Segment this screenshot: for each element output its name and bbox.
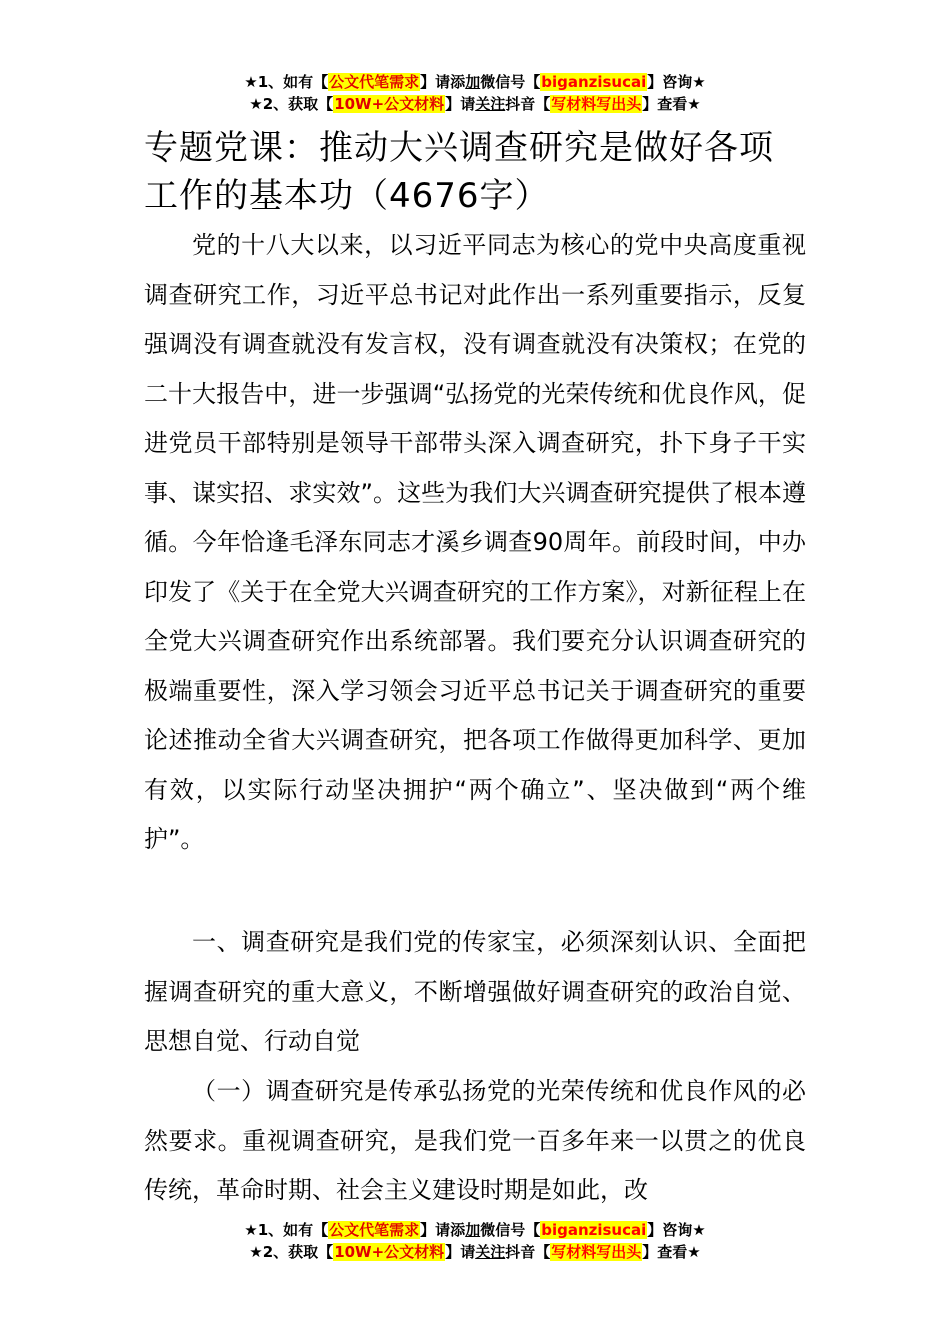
- section-heading-paragraph: 一、调查研究是我们党的传家宝，必须深刻认识、全面把握调查研究的重大意义，不断增强做好调查研究的政治自觉、思想自觉、行动自觉: [144, 928, 806, 1055]
- promo-text: 】请添: [420, 1221, 466, 1239]
- promo-line-2: [0, 93, 950, 115]
- promo-underline: 加: [465, 73, 481, 91]
- promo-text: 微信号【: [480, 73, 541, 91]
- promo-underline: 关注: [475, 95, 506, 113]
- promo-text: ★2、获取【: [249, 95, 334, 113]
- body-paragraph: 党的十八大以来，以习近平同志为核心的党中央高度重视调查研究工作，习近平总书记对此作出一系列重要指示，反复强调没有调查就没有发言权，没有调查就没有决策权；在党的二十大报告中，进一步强调“弘扬党的光荣传统和优良作风，促进党员干部特别是领导干部带头深入调查研究，扑下身子干实事、谋实招、求实效”。这些为我们大兴调查研究提供了根本遵循。今年恰逢毛泽东同志才溪乡调查90周年。前段时间，中办印发了《关于在全党大兴调查研究的工作方案》，对新征程上在全党大兴调查研究作出系统部署。我们要充分认识调查研究的极端重要性，深入学习领会习近平总书记关于调查研究的重要论述推动全省大兴调查研究，把各项工作做得更加科学、更加有效，以实际行动坚决拥护“两个确立”、坚决做到“两个维护”。: [144, 231, 806, 853]
- promo-highlight: 公文代笔需求: [329, 1221, 420, 1239]
- promo-text: 】请: [445, 1243, 476, 1261]
- promo-line-1: [0, 71, 950, 93]
- wechat-id-highlight: biganzisucai: [541, 1221, 647, 1239]
- douyin-id-highlight: 写材料写出头: [551, 1243, 642, 1261]
- promo-text: 】请添: [420, 73, 466, 91]
- document-title: 专题党课：推动大兴调查研究是做好各项工作的基本功（4676字）: [144, 128, 774, 216]
- top-promo-banner: [0, 71, 950, 115]
- promo-underline: 关注: [475, 1243, 506, 1261]
- promo-line-1: [0, 1219, 950, 1241]
- promo-text: 微信号【: [480, 1221, 541, 1239]
- promo-text: 】查看★: [642, 95, 701, 113]
- promo-underline: 加: [465, 1221, 481, 1239]
- promo-text: 抖音【: [505, 95, 551, 113]
- promo-highlight: 10W+公文材料: [334, 95, 445, 113]
- wechat-id-highlight: biganzisucai: [541, 73, 647, 91]
- promo-text: 】咨询★: [647, 73, 706, 91]
- bottom-promo-banner: [0, 1219, 950, 1263]
- promo-text: 】咨询★: [647, 1221, 706, 1239]
- promo-text: ★1、如有【: [244, 1221, 329, 1239]
- promo-text: 】查看★: [642, 1243, 701, 1261]
- promo-line-2: [0, 1241, 950, 1263]
- promo-highlight: 10W+公文材料: [334, 1243, 445, 1261]
- promo-text: ★1、如有【: [244, 73, 329, 91]
- promo-highlight: 公文代笔需求: [329, 73, 420, 91]
- promo-text: 抖音【: [505, 1243, 551, 1261]
- promo-text: 】请: [445, 95, 476, 113]
- douyin-id-highlight: 写材料写出头: [551, 95, 642, 113]
- promo-text: ★2、获取【: [249, 1243, 334, 1261]
- body-paragraph: （一）调查研究是传承弘扬党的光荣传统和优良作风的必然要求。重视调查研究，是我们党一百多年来一以贯之的优良传统，革命时期、社会主义建设时期是如此，改: [144, 1077, 806, 1204]
